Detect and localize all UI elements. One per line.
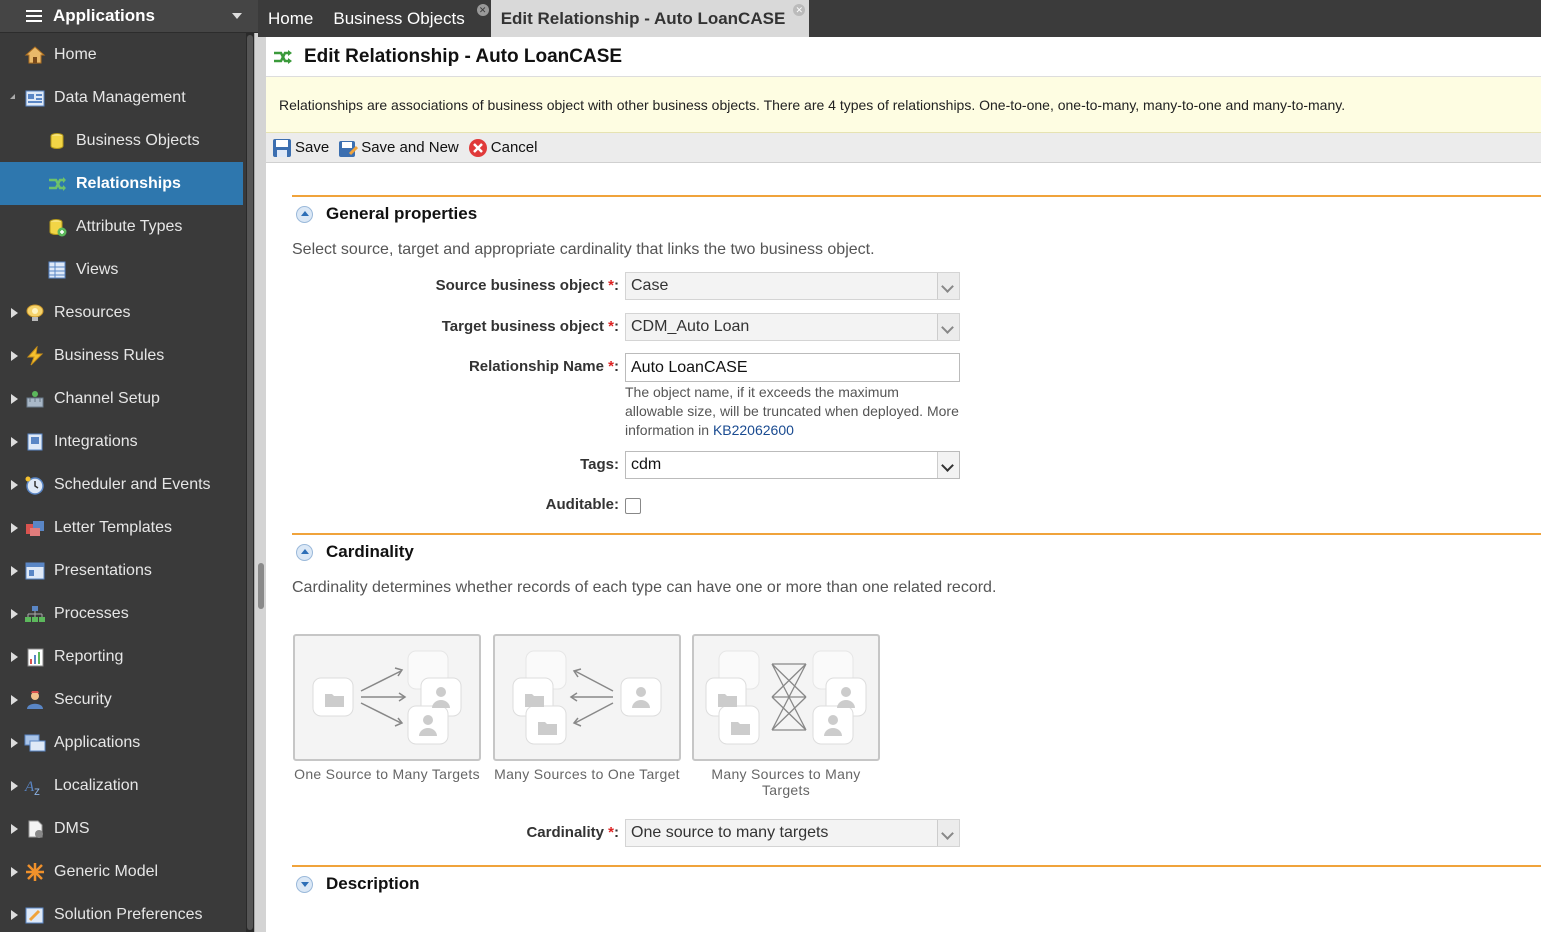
- chevron-down-icon[interactable]: [937, 273, 959, 299]
- sidebar-item-security[interactable]: Security: [0, 678, 243, 721]
- generic-model-icon: [24, 862, 46, 882]
- dms-icon: [24, 819, 46, 839]
- sidebar-header[interactable]: [0, 0, 258, 33]
- panel-splitter[interactable]: [254, 33, 266, 932]
- expand-toggle-icon[interactable]: [11, 609, 18, 619]
- letter-templates-icon: [24, 518, 46, 538]
- save-and-new-button[interactable]: Save and New: [338, 138, 459, 158]
- sidebar-header-title: Applications: [53, 6, 156, 25]
- source-business-object-row: Source business object *: Case: [266, 272, 960, 300]
- business-rules-icon: [24, 346, 46, 366]
- sidebar-item-integrations[interactable]: Integrations: [0, 420, 243, 463]
- sidebar-item-localization[interactable]: A z Localization: [0, 764, 243, 807]
- sidebar-item-home[interactable]: Home: [0, 33, 243, 76]
- close-tab-icon[interactable]: ✕: [477, 4, 489, 16]
- many-to-one-diagram-icon: [495, 636, 679, 759]
- data-management-icon: [24, 88, 46, 108]
- cardinality-option-label: Many Sources to One Target: [494, 766, 680, 782]
- cardinality-row: Cardinality *: One source to many targets: [266, 819, 960, 847]
- main-content: [266, 37, 1541, 932]
- presentations-icon: [24, 561, 46, 581]
- page-header: [266, 37, 1541, 77]
- tags-row: Tags: cdm: [266, 451, 960, 479]
- integrations-icon: [24, 432, 46, 452]
- section-divider: [292, 865, 1541, 867]
- sidebar-nav: [0, 33, 243, 932]
- general-properties-description: Select source, target and appropriate cardinality that links the two business object.: [292, 241, 875, 258]
- relationships-icon: [46, 174, 68, 194]
- views-icon: [46, 260, 68, 280]
- expand-toggle-icon[interactable]: [11, 437, 18, 447]
- sidebar-item-presentations[interactable]: Presentations: [0, 549, 243, 592]
- info-banner: [266, 77, 1541, 133]
- localization-icon: [24, 776, 46, 796]
- channel-setup-icon: [24, 389, 46, 409]
- sidebar-item-channel-setup[interactable]: Channel Setup: [0, 377, 243, 420]
- close-tab-icon[interactable]: ✕: [793, 4, 805, 16]
- relationship-name-hint: The object name, if it exceeds the maximum allowable size, will be truncated when deployed. More information in KB22062600: [625, 384, 959, 438]
- tab-business-objects[interactable]: Business Objects ✕: [323, 0, 490, 37]
- solution-preferences-icon: [24, 905, 46, 925]
- sidebar-item-business-rules[interactable]: Business Rules: [0, 334, 243, 377]
- save-button[interactable]: Save: [272, 138, 329, 158]
- page-title: Edit Relationship - Auto LoanCASE: [304, 45, 623, 67]
- tab-edit-relationship[interactable]: Edit Relationship - Auto LoanCASE ✕: [491, 0, 810, 37]
- business-objects-icon: [46, 131, 68, 151]
- auditable-row: Auditable:: [266, 496, 641, 514]
- tab-bar: [258, 0, 1541, 37]
- description-header[interactable]: Description: [296, 874, 420, 894]
- sidebar-item-attribute-types[interactable]: Attribute Types: [0, 205, 243, 248]
- expand-toggle-icon[interactable]: [11, 867, 18, 877]
- cardinality-option-one-to-many[interactable]: [293, 634, 481, 761]
- relationship-name-input[interactable]: [625, 353, 960, 382]
- sidebar-item-applications[interactable]: Applications: [0, 721, 243, 764]
- kb-article-link[interactable]: KB22062600: [712, 422, 794, 438]
- chevron-down-icon[interactable]: [937, 314, 959, 340]
- cancel-icon: [468, 138, 488, 158]
- expand-toggle-icon[interactable]: [11, 480, 18, 490]
- info-text: Relationships are associations of business object with other business objects. There are 4 types of relationships. One-to-one, one-to-many, many-to-one and many-to-many.: [279, 96, 1346, 113]
- expand-toggle-icon[interactable]: [296, 876, 313, 893]
- splitter-handle[interactable]: [258, 563, 264, 609]
- expand-toggle-icon[interactable]: [10, 94, 15, 99]
- sidebar-item-data-management[interactable]: Data Management: [0, 76, 243, 119]
- hamburger-menu-icon[interactable]: [26, 7, 42, 25]
- cancel-button[interactable]: Cancel: [468, 138, 538, 158]
- expand-toggle-icon[interactable]: [11, 394, 18, 404]
- cardinality-header[interactable]: Cardinality: [296, 542, 414, 562]
- save-icon: [272, 138, 292, 158]
- sidebar-item-relationships[interactable]: Relationships: [0, 162, 243, 205]
- sidebar-item-scheduler-and-events[interactable]: Scheduler and Events: [0, 463, 243, 506]
- expand-toggle-icon[interactable]: [11, 824, 18, 834]
- sidebar-item-views[interactable]: Views: [0, 248, 243, 291]
- cardinality-option-many-to-many[interactable]: [692, 634, 880, 761]
- cardinality-option-label: Many Sources to Many Targets: [711, 766, 861, 798]
- sidebar-item-business-objects[interactable]: Business Objects: [0, 119, 243, 162]
- target-business-object-select[interactable]: CDM_Auto Loan: [625, 313, 960, 341]
- expand-toggle-icon[interactable]: [11, 652, 18, 662]
- chevron-down-icon[interactable]: [937, 820, 959, 846]
- sidebar-item-letter-templates[interactable]: Letter Templates: [0, 506, 243, 549]
- svg-text:A: A: [25, 778, 35, 795]
- expand-toggle-icon[interactable]: [11, 351, 18, 361]
- sidebar-scrollbar[interactable]: [246, 33, 254, 932]
- expand-toggle-icon[interactable]: [11, 523, 18, 533]
- expand-toggle-icon[interactable]: [11, 910, 18, 920]
- home-icon: [24, 45, 46, 65]
- scheduler-icon: [24, 475, 46, 495]
- resources-icon: [24, 303, 46, 323]
- attribute-types-icon: [46, 217, 68, 237]
- cardinality-select[interactable]: One source to many targets: [625, 819, 960, 847]
- sidebar-item-resources[interactable]: Resources: [0, 291, 243, 334]
- sidebar-item-generic-model[interactable]: Generic Model: [0, 850, 243, 893]
- relationships-icon: [272, 48, 294, 66]
- sidebar: [0, 0, 258, 932]
- processes-icon: [24, 604, 46, 624]
- section-divider: [292, 533, 1541, 535]
- expand-toggle-icon[interactable]: [11, 695, 18, 705]
- expand-toggle-icon[interactable]: [11, 738, 18, 748]
- expand-toggle-icon[interactable]: [11, 781, 18, 791]
- expand-toggle-icon[interactable]: [11, 308, 18, 318]
- reporting-icon: [24, 647, 46, 667]
- sidebar-item-dms[interactable]: DMS: [0, 807, 243, 850]
- sidebar-item-reporting[interactable]: Reporting: [0, 635, 243, 678]
- chevron-down-icon[interactable]: [937, 452, 959, 478]
- sidebar-item-solution-preferences[interactable]: Solution Preferences: [0, 893, 243, 932]
- toolbar: [266, 133, 1541, 163]
- expand-toggle-icon[interactable]: [11, 566, 18, 576]
- many-to-many-diagram-icon: [694, 636, 878, 759]
- cardinality-option-label: One Source to Many Targets: [294, 766, 480, 782]
- security-icon: [24, 690, 46, 710]
- section-divider: [292, 195, 1541, 197]
- save-and-new-icon: [338, 138, 358, 158]
- target-business-object-row: Target business object *: CDM_Auto Loan: [266, 313, 960, 341]
- sidebar-item-processes[interactable]: Processes: [0, 592, 243, 635]
- one-to-many-diagram-icon: [295, 636, 479, 759]
- auditable-checkbox[interactable]: [625, 498, 641, 514]
- general-properties-header[interactable]: General properties: [296, 204, 477, 224]
- scrollbar-thumb[interactable]: [247, 35, 253, 930]
- relationship-name-row: Relationship Name *: Auto LoanCASE The object name, if it exceeds the maximum allowable size, will be truncated when deployed. More information in KB22062600: [266, 353, 960, 440]
- collapse-toggle-icon[interactable]: [296, 206, 313, 223]
- svg-text:z: z: [34, 783, 40, 796]
- chevron-down-icon[interactable]: [232, 13, 242, 19]
- tab-home[interactable]: Home: [268, 8, 314, 28]
- source-business-object-select[interactable]: Case: [625, 272, 960, 300]
- applications-icon: [24, 733, 46, 753]
- collapse-toggle-icon[interactable]: [296, 544, 313, 561]
- cardinality-option-many-to-one[interactable]: [493, 634, 681, 761]
- tags-select[interactable]: cdm: [625, 451, 960, 479]
- cardinality-description: Cardinality determines whether records of each type can have one or more than one related record.: [292, 579, 997, 596]
